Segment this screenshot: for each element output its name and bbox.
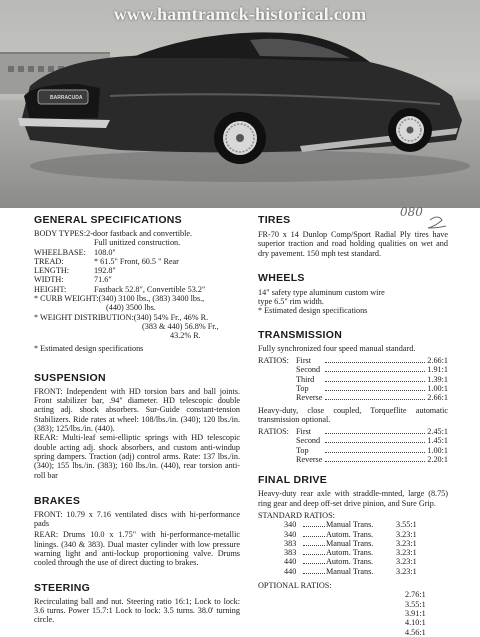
brakes-rear: REAR: Drums 10.0 x 1.75" with hi-performance-metallic linings. (340 & 383). Dual master cylinder with low pressure warning light and anti-lockup proportioning valve. Drums cooled through the use of direct ducting to brakes. — [34, 530, 240, 568]
spec-value: * 61.5" Front, 60.5 " Rear — [94, 256, 179, 266]
gear-name: First — [296, 356, 312, 366]
ratio-row — [258, 375, 448, 384]
transmission-type: Autom. Trans. — [326, 529, 374, 539]
leader-dots — [303, 539, 325, 546]
spec-value: (440) 3500 lbs. — [106, 303, 156, 313]
rear-wheel — [214, 112, 266, 164]
ratio-row-label — [258, 393, 296, 402]
ratio-row-label — [258, 436, 296, 445]
ratio-row — [258, 446, 448, 455]
brakes-front: FRONT: 10.79 x 7.16 ventilated discs with hi-performance pads — [34, 509, 240, 529]
ratio-row — [258, 365, 448, 374]
wheels-heading: WHEELS — [258, 271, 305, 284]
leader-dots — [303, 567, 325, 574]
gear-ratio: 2.66:1 — [427, 393, 448, 403]
axle-ratio: 3.23:1 — [396, 538, 417, 548]
engine-size: 340 — [284, 529, 297, 539]
gear-ratio: 2.20:1 — [427, 455, 448, 465]
spec-label: WHEELBASE: — [34, 247, 86, 257]
spec-value: 192.8" — [94, 266, 116, 276]
standard-ratio-table — [258, 520, 448, 576]
leader-dots — [325, 365, 425, 372]
front-wheel — [388, 108, 432, 152]
gear-name: Reverse — [296, 393, 323, 403]
ratio-row-label — [258, 365, 296, 374]
gear-ratio: 1.45:1 — [427, 436, 448, 446]
gear-ratio: 1.39:1 — [427, 374, 448, 384]
spec-label: BODY TYPES: — [34, 229, 87, 238]
general-specs-heading: GENERAL SPECIFICATIONS — [34, 214, 182, 226]
spec-value: 108.0" — [94, 247, 116, 257]
final-drive-heading: FINAL DRIVE — [258, 474, 328, 487]
standard-ratio-row — [258, 567, 448, 576]
leader-dots — [325, 356, 425, 363]
barracuda-car-illustration — [0, 0, 480, 208]
ratio-row — [258, 384, 448, 393]
optional-ratio: 3.91:1 — [405, 608, 426, 618]
standard-ratios-label: STANDARD RATIOS: — [258, 510, 335, 520]
spec-label: HEIGHT: — [34, 284, 67, 294]
optional-ratio: 4.56:1 — [405, 627, 426, 637]
ratio-row-label — [258, 455, 296, 464]
wheels-body — [258, 288, 448, 316]
gear-ratio: 2.66:1 — [427, 356, 448, 366]
gear-name: Second — [296, 436, 321, 446]
leader-dots — [325, 393, 425, 400]
gear-name: Top — [296, 383, 309, 393]
suspension-rear: REAR: Multi-leaf semi-elliptic springs with HD telescopic double acting adj. shock absorbers, and custom anti-windup spring dampers. Traction (adj) control arms. Rate: 137 lbs./in. (340); 155 lbs./in. (383); 160 lbs./in. (440), rear torsion anti-roll bar — [34, 433, 240, 480]
wheels-line: 14" safety type aluminum custom wire — [258, 287, 385, 297]
engine-size: 340 — [284, 520, 297, 530]
transmission-type: Autom. Trans. — [326, 548, 374, 558]
ratio-row-label — [258, 384, 296, 393]
spec-value: (383 & 440) 56.8% Fr., — [142, 321, 219, 331]
spec-label: * CURB WEIGHT: — [34, 294, 99, 304]
ratio-row-label: RATIOS: — [258, 427, 289, 437]
axle-ratio: 3.23:1 — [396, 557, 417, 567]
gear-name: Third — [296, 374, 315, 384]
engine-size: 383 — [284, 538, 297, 548]
optional-ratio-list — [258, 590, 448, 636]
gear-name: Reverse — [296, 455, 323, 465]
engine-size: 440 — [284, 566, 297, 576]
spec-label: TREAD: — [34, 256, 64, 266]
leader-dots — [325, 384, 425, 391]
leader-dots — [325, 427, 425, 434]
wheels-line: type 6.5" rim width. — [258, 297, 324, 307]
car-photo — [0, 0, 480, 208]
spec-value: Full unitized construction. — [94, 238, 181, 248]
axle-ratio: 3.23:1 — [396, 548, 417, 558]
optional-ratio: 2.76:1 — [405, 590, 426, 600]
standard-ratio-row — [258, 557, 448, 566]
leader-dots — [303, 557, 325, 564]
axle-ratio: 3.23:1 — [396, 566, 417, 576]
spec-label: LENGTH: — [34, 266, 70, 276]
leader-dots — [325, 375, 425, 382]
standard-ratio-row — [258, 520, 448, 529]
gear-ratio: 2.45:1 — [427, 427, 448, 437]
leader-dots — [325, 446, 425, 453]
leader-dots — [303, 520, 325, 527]
ratio-row-label: RATIOS: — [258, 356, 289, 366]
steering-body: Recirculating ball and nut. Steering ratio 16:1; Lock to lock: 3.6 turns. Power 15.7:1 Lock to lock: 3.5 turns. 38.0' turning circle. — [34, 596, 240, 625]
suspension-heading: SUSPENSION — [34, 371, 106, 384]
transmission-type: Manual Trans. — [326, 520, 374, 530]
brakes-heading: BRAKES — [34, 494, 81, 507]
ratio-row — [258, 393, 448, 402]
leader-dots — [303, 548, 325, 555]
gear-name: Second — [296, 365, 321, 375]
standard-ratio-row — [258, 530, 448, 539]
svg-text:080: 080 — [400, 205, 423, 219]
optional-ratios-label: OPTIONAL RATIOS: — [258, 581, 332, 591]
estimate-note: * Estimated design specifications — [258, 306, 368, 316]
right-column — [258, 214, 448, 637]
watermark-url: www.hamtramck-historical.com — [113, 4, 367, 24]
gear-ratio: 1.00:1 — [427, 445, 448, 455]
automatic-text: Heavy-duty, close coupled, Torqueflite automatic transmission optional. — [258, 405, 448, 424]
transmission-type: Manual Trans. — [326, 538, 374, 548]
spec-value: (340) 3100 lbs., (383) 3400 lbs., — [98, 294, 205, 304]
gear-name: Top — [296, 445, 309, 455]
transmission-type: Autom. Trans. — [326, 557, 374, 567]
final-drive-body: Heavy-duty rear axle with straddle-mnted, large (8.75) ring gear and deep off-set drive pinion, and Sure Grip. — [258, 489, 448, 508]
engine-size: 440 — [284, 557, 297, 567]
general-specs-list — [34, 229, 240, 353]
left-column — [34, 214, 240, 625]
optional-ratio: 3.55:1 — [405, 599, 426, 609]
estimate-note: * Estimated design specifications — [34, 343, 144, 353]
gear-ratio: 1.91:1 — [427, 365, 448, 375]
ratio-row-label — [258, 446, 296, 455]
transmission-type: Manual Trans. — [326, 566, 374, 576]
spec-value: 2-door fastback and convertible. — [86, 229, 193, 238]
leader-dots — [325, 436, 425, 443]
standard-ratio-row — [258, 539, 448, 548]
leader-dots — [303, 530, 325, 537]
spec-value: Fastback 52.8", Convertible 53.2" — [94, 284, 206, 294]
ratio-row — [258, 436, 448, 445]
ratio-row — [258, 427, 448, 436]
automatic-ratio-table — [258, 427, 448, 464]
car-badge: BARRACUDA — [50, 95, 83, 101]
steering-heading: STEERING — [34, 581, 91, 594]
suspension-front: FRONT: Independent with HD torsion bars and ball joints. Front stabilizer bar, .94" diameter. HD telescopic double acting adj. shock absorbers. Sur-Guide constant-tension Stabilizers. Ride rates at wheel: 108/lbs./in. (340); 120 lbs./in. (383); 125/lbs./in. (440). — [34, 386, 240, 434]
ratio-row — [258, 455, 448, 464]
engine-size: 383 — [284, 548, 297, 558]
standard-ratio-row — [258, 548, 448, 557]
spec-value: (340) 54% Fr., 46% R. — [133, 312, 209, 322]
transmission-heading: TRANSMISSION — [258, 328, 343, 341]
tires-body: FR-70 x 14 Dunlop Comp/Sport Radial Ply tires have superior traction and road holding qualities on wet and dry pavement. 150 mph test standard. — [258, 230, 448, 258]
gear-name: First — [296, 427, 312, 437]
tires-heading: TIRES — [258, 214, 291, 226]
axle-ratio: 3.23:1 — [396, 529, 417, 539]
transmission-intro: Fully synchronized four speed manual standard. — [258, 343, 416, 353]
spec-label: WIDTH: — [34, 275, 64, 285]
spec-value: 71.6" — [94, 275, 112, 285]
leader-dots — [325, 455, 425, 462]
gear-ratio: 1.00:1 — [427, 383, 448, 393]
axle-ratio: 3.55:1 — [396, 520, 417, 530]
manual-ratio-table — [258, 356, 448, 402]
ratio-row-label — [258, 375, 296, 384]
ratio-row — [258, 356, 448, 365]
spec-value: 43.2% R. — [170, 331, 201, 341]
spec-label: * WEIGHT DISTRIBUTION: — [34, 312, 134, 322]
optional-ratio: 4.10:1 — [405, 618, 426, 628]
